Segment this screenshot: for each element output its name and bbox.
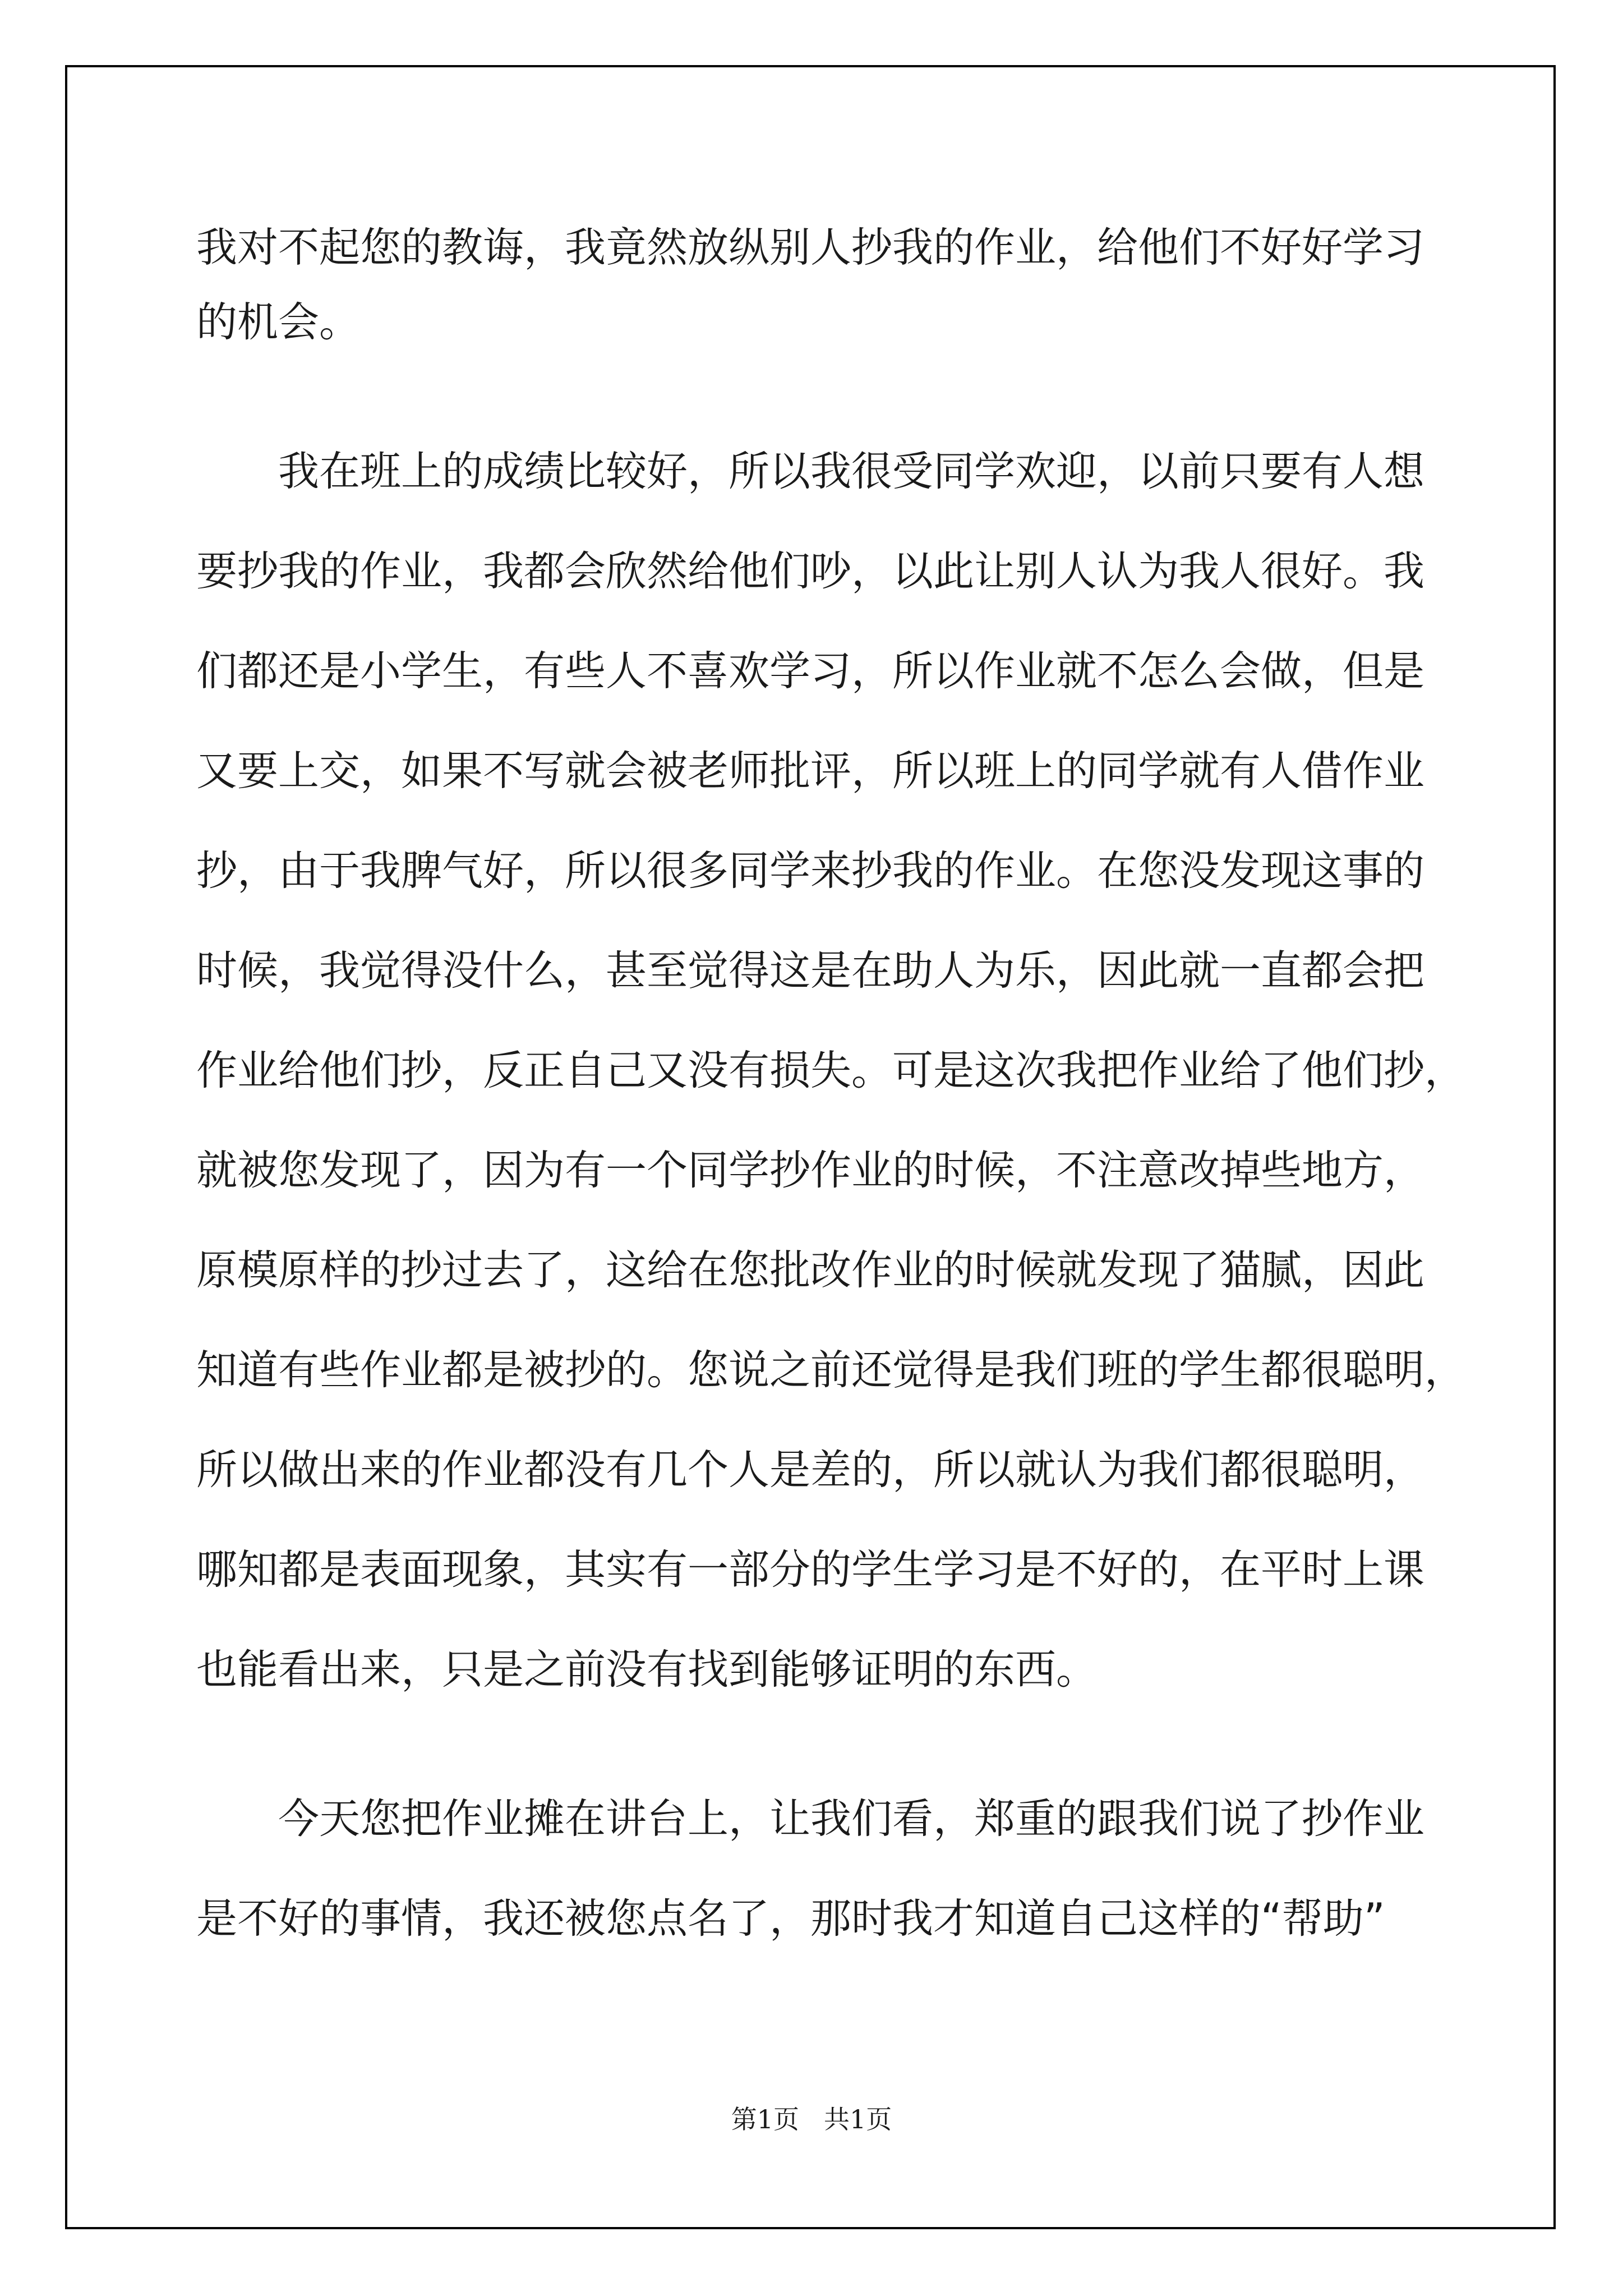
text-line: 知道有些作业都是被抄的。您说之前还觉得是我们班的学生都很聪明， xyxy=(196,1346,1465,1394)
text-line: 我对不起您的教诲，我竟然放纵别人抄我的作业，给他们不好好学习 xyxy=(196,224,1424,272)
text-line: 的机会。 xyxy=(196,298,360,346)
text-line: 抄，由于我脾气好，所以很多同学来抄我的作业。在您没发现这事的 xyxy=(196,847,1424,895)
page-total: 共1页 xyxy=(824,2104,892,2134)
text-line: 也能看出来，只是之前没有找到能够证明的东西。 xyxy=(196,1646,1097,1694)
text-line: 们都还是小学生，有些人不喜欢学习，所以作业就不怎么会做，但是 xyxy=(196,647,1424,695)
text-line: 是不好的事情，我还被您点名了，那时我才知道自己这样的“帮助” xyxy=(196,1895,1385,1943)
text-line: 我在班上的成绩比较好，所以我很受同学欢迎，以前只要有人想 xyxy=(196,448,1424,495)
page-footer xyxy=(0,2099,1623,2136)
text-line: 今天您把作业摊在讲台上，让我们看，郑重的跟我们说了抄作业 xyxy=(196,1795,1424,1843)
page-number: 第1页 xyxy=(731,2104,799,2134)
text-line: 作业给他们抄，反正自己又没有损失。可是这次我把作业给了他们抄， xyxy=(196,1047,1465,1094)
text-line: 又要上交，如果不写就会被老师批评，所以班上的同学就有人借作业 xyxy=(196,747,1424,795)
text-line: 哪知都是表面现象，其实有一部分的学生学习是不好的，在平时上课 xyxy=(196,1546,1424,1594)
text-line: 时候，我觉得没什么，甚至觉得这是在助人为乐，因此就一直都会把 xyxy=(196,947,1424,995)
text-line: 就被您发现了，因为有一个同学抄作业的时候，不注意改掉些地方， xyxy=(196,1147,1424,1194)
text-line: 所以做出来的作业都没有几个人是差的，所以就认为我们都很聪明， xyxy=(196,1446,1424,1494)
text-line: 原模原样的抄过去了，这给在您批改作业的时候就发现了猫腻，因此 xyxy=(196,1246,1424,1294)
text-line: 要抄我的作业，我都会欣然给他们吵，以此让别人认为我人很好。我 xyxy=(196,547,1424,595)
